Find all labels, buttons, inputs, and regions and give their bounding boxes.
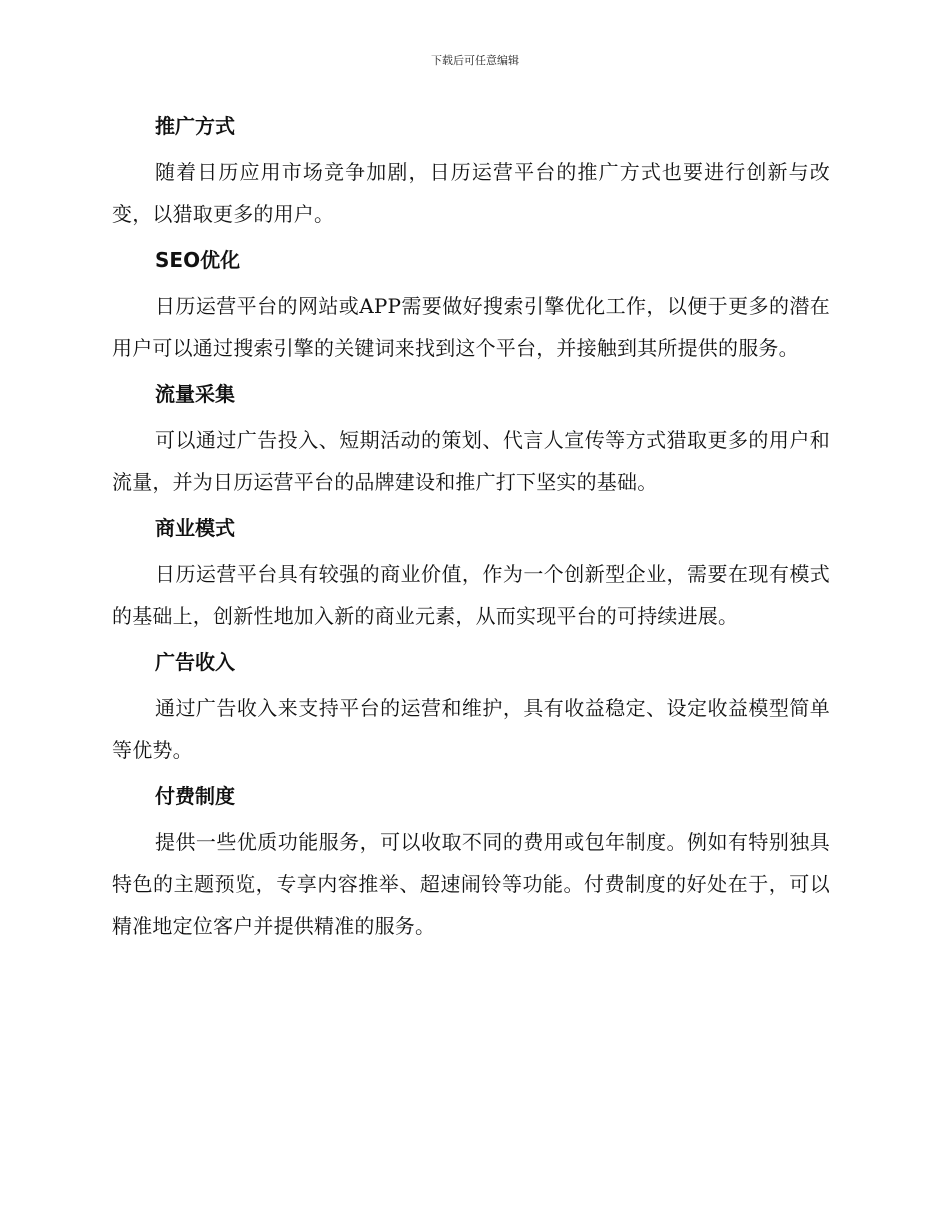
section-heading: 付费制度 [155, 784, 235, 808]
section-heading: 流量采集 [155, 382, 235, 406]
page-header: 下载后可任意编辑 [431, 54, 519, 67]
section-paragraph: 日历运营平台的网站或APP需要做好搜索引擎优化工作，以便于更多的潜在用户可以通过搜索引擎的关键词来找到这个平台，并接触到其所提供的服务。 [112, 294, 830, 360]
section-promotion-methods [112, 108, 830, 235]
section-paragraph: 日历运营平台具有较强的商业价值，作为一个创新型企业，需要在现有模式的基础上，创新性地加入新的商业元素，从而实现平台的可持续进展。 [112, 562, 830, 628]
section-traffic-acquisition [112, 376, 830, 503]
section-heading: 广告收入 [155, 650, 235, 674]
section-seo-optimization [112, 242, 830, 369]
section-heading: SEO优化 [155, 248, 241, 272]
section-paragraph: 可以通过广告投入、短期活动的策划、代言人宣传等方式猎取更多的用户和流量，并为日历运营平台的品牌建设和推广打下坚实的基础。 [112, 428, 830, 494]
section-heading: 推广方式 [155, 114, 235, 138]
section-paid-system [112, 778, 830, 947]
document-body [112, 108, 830, 954]
section-business-model [112, 510, 830, 637]
section-paragraph: 提供一些优质功能服务，可以收取不同的费用或包年制度。例如有特别独具特色的主题预览，专享内容推举、超速闹铃等功能。付费制度的好处在于，可以精准地定位客户并提供精准的服务。 [112, 830, 830, 938]
section-paragraph: 通过广告收入来支持平台的运营和维护，具有收益稳定、设定收益模型简单等优势。 [112, 696, 830, 762]
section-paragraph: 随着日历应用市场竞争加剧，日历运营平台的推广方式也要进行创新与改变，以猎取更多的用户。 [112, 160, 830, 226]
section-heading: 商业模式 [155, 516, 235, 540]
section-ad-revenue [112, 644, 830, 771]
